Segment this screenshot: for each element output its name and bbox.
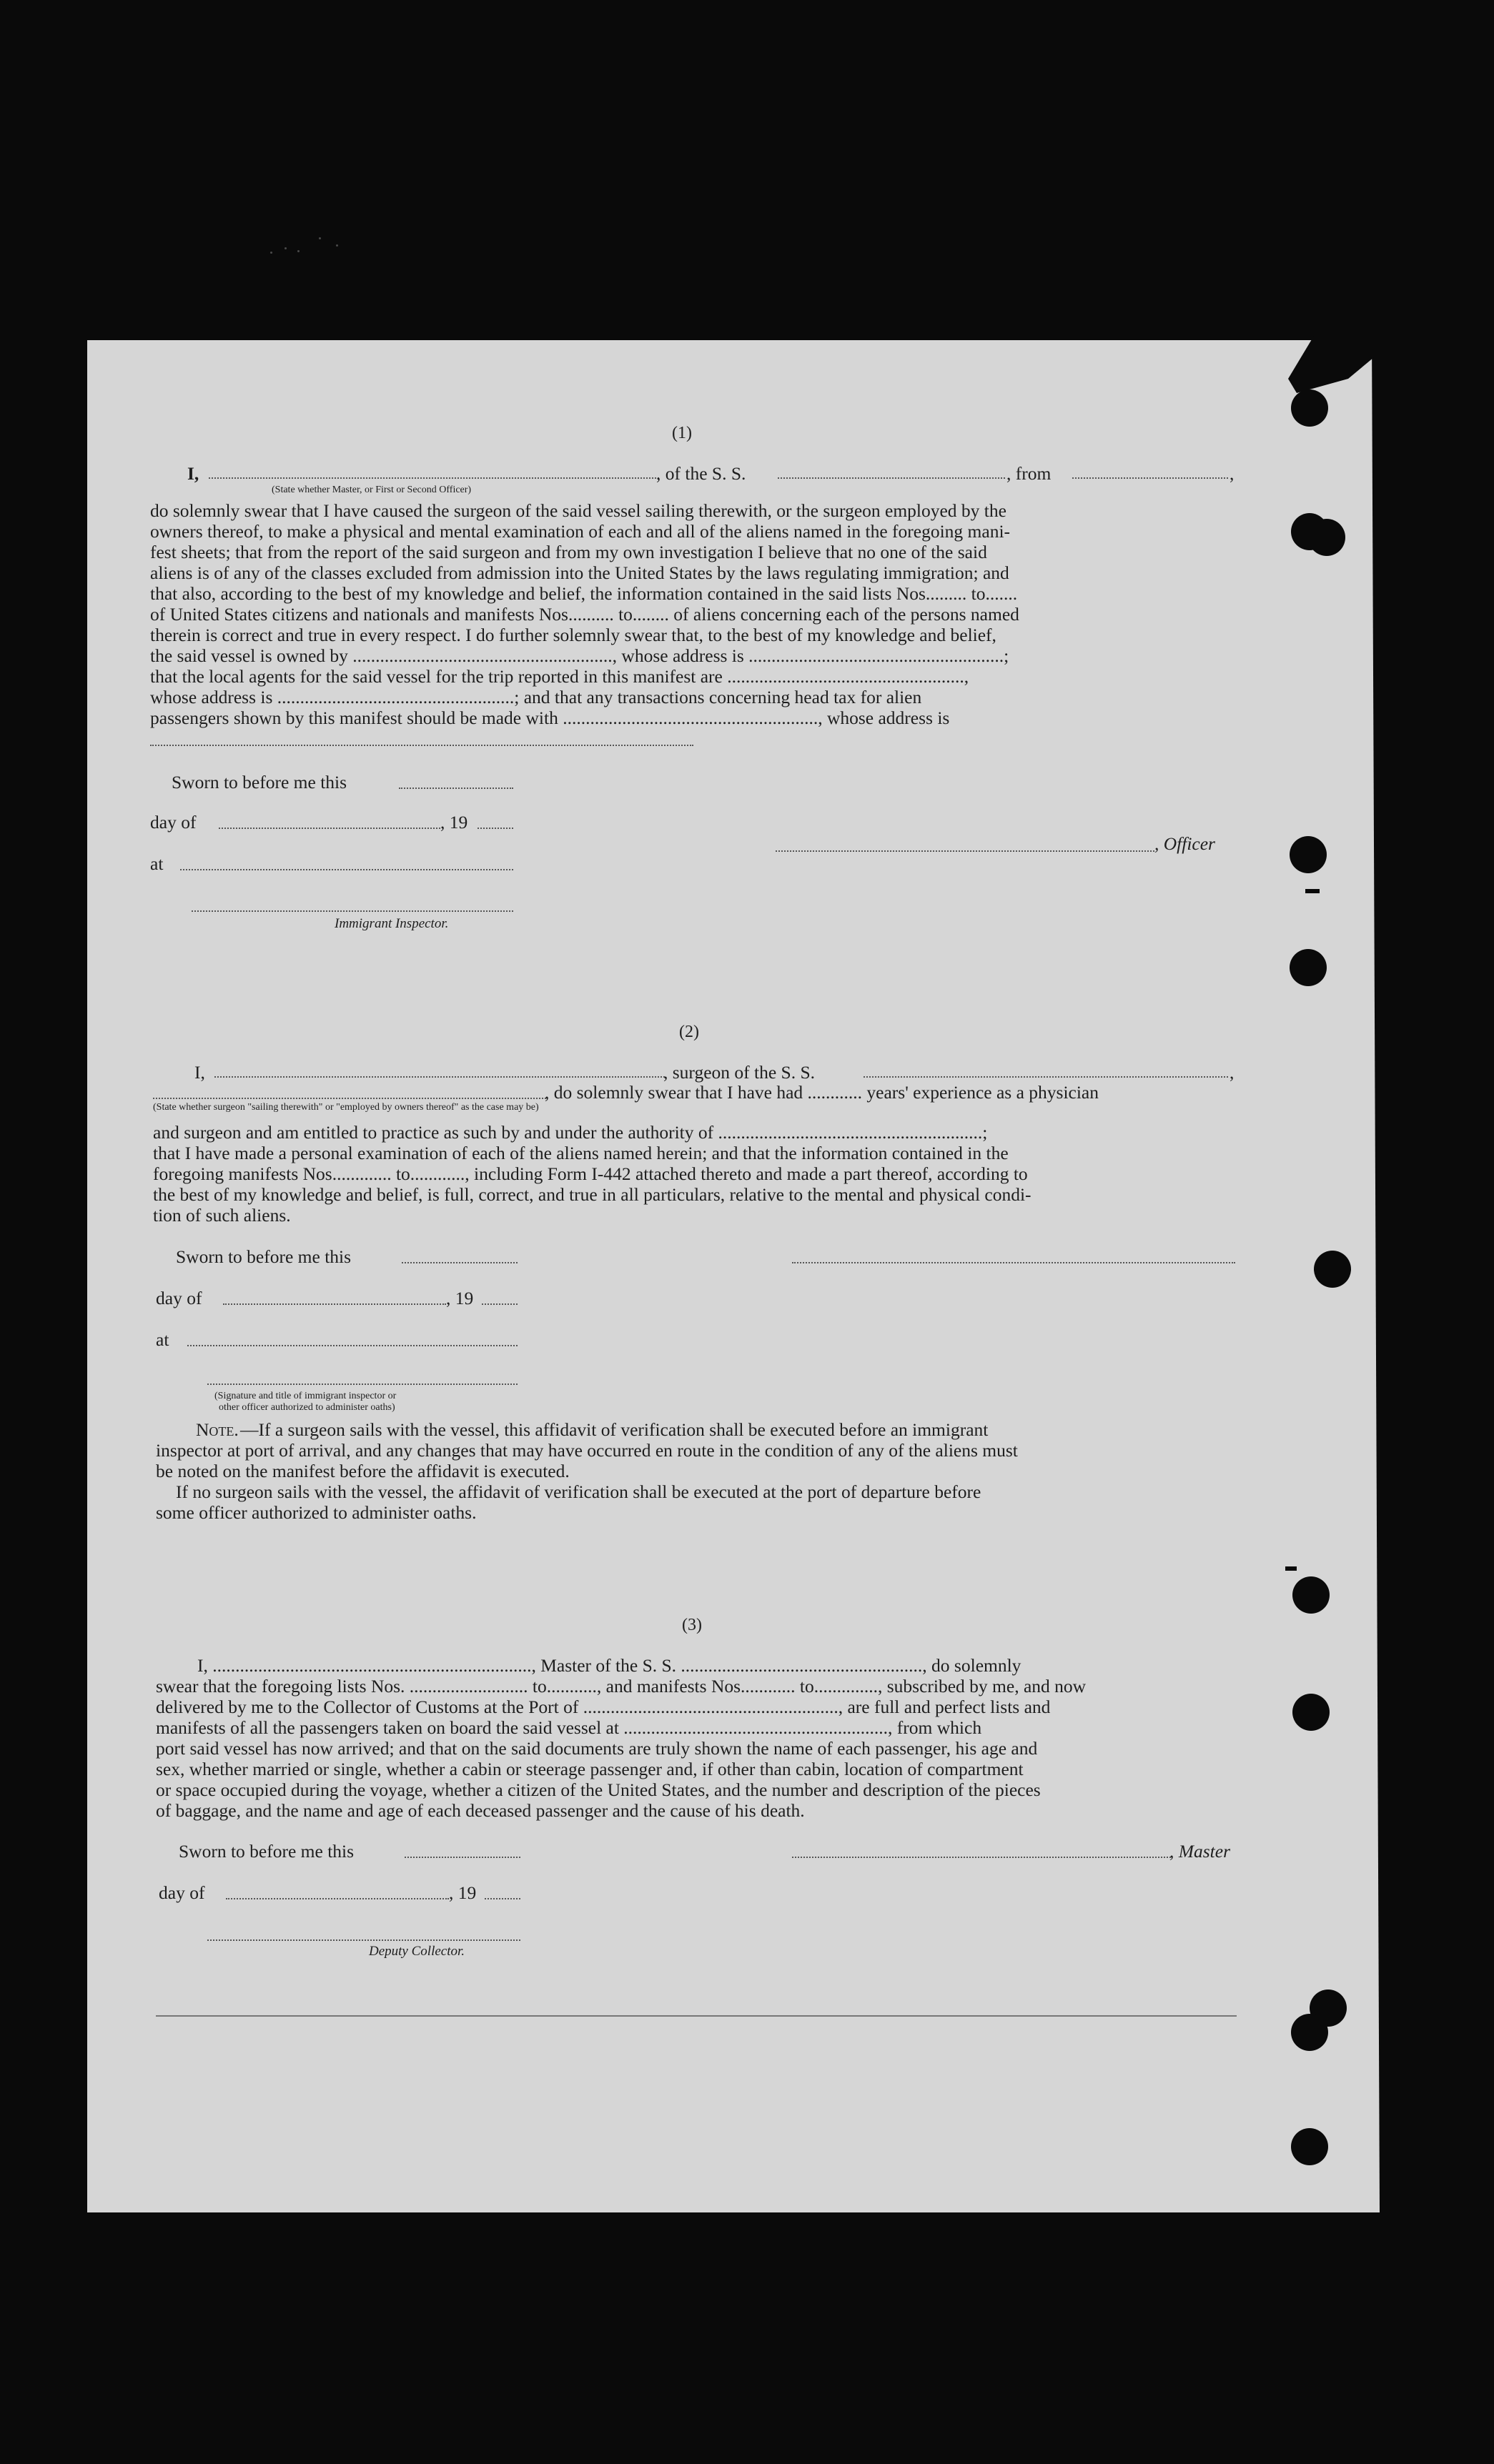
s2-sworn-label: Sworn to before me this xyxy=(176,1246,352,1267)
scan-speck xyxy=(285,247,287,249)
s3-body-line: swear that the foregoing lists Nos. .......................... to..........., and manifests Nos............ to.............., subscribed by me, and now xyxy=(156,1676,1087,1697)
s1-body-line: do solemnly swear that I have caused the surgeon of the said vessel sailing therewith, or the surgeon employed by the xyxy=(150,500,1006,521)
s1-sworn-label: Sworn to before me this xyxy=(172,772,347,793)
s1-inspector-label: Immigrant Inspector. xyxy=(335,916,449,931)
s3-sworn-label: Sworn to before me this xyxy=(179,1841,355,1862)
section-2-number: (2) xyxy=(679,1023,699,1041)
s1-body-line: of United States citizens and nationals and manifests Nos.......... to........ of aliens concerning each of the persons named xyxy=(150,604,1019,625)
s1-day-field[interactable] xyxy=(219,828,440,829)
s2-line1-end: , xyxy=(1230,1062,1235,1083)
punch-hole xyxy=(1291,389,1328,427)
s2-body-line: and surgeon and am entitled to practice as such by and under the authority of ..........................................................; xyxy=(153,1122,988,1143)
section-3-number: (3) xyxy=(682,1616,702,1634)
scan-speck xyxy=(270,252,272,254)
s2-at-field[interactable] xyxy=(187,1345,518,1346)
s1-sub-note: (State whether Master, or First or Second Officer) xyxy=(272,485,472,495)
s2-day-of-label: day of xyxy=(156,1288,202,1308)
scan-speck xyxy=(336,244,338,247)
s1-year-field[interactable] xyxy=(478,828,513,829)
s3-body-line: I, ......................................................................, Master of the S. S. ....................................................., do solemnly xyxy=(197,1655,1021,1676)
s3-year-field[interactable] xyxy=(485,1898,520,1899)
s3-body-line: delivered by me to the Collector of Customs at the Port of ........................................................, are full and perfect lists and xyxy=(156,1697,1051,1717)
s1-address-continuation-field[interactable] xyxy=(150,745,693,746)
punch-hole xyxy=(1291,2128,1328,2165)
s1-sworn-field[interactable] xyxy=(399,788,513,789)
s1-officer-name-field[interactable] xyxy=(209,477,659,479)
s1-officer-label: , Officer xyxy=(1154,833,1215,854)
s3-body-line: or space occupied during the voyage, whether a citizen of the United States, and the number and description of the pieces xyxy=(156,1779,1041,1800)
s2-surgeon-name-field[interactable] xyxy=(214,1076,665,1078)
s1-body-line: whose address is ....................................................; and that any transactions concerning head tax for alien xyxy=(150,687,922,707)
s1-body-line: that the local agents for the said vessel for the trip reported in this manifest are ...................................................., xyxy=(150,666,969,687)
s1-body-line: aliens is of any of the classes excluded from admission into the United States by the laws regulating immigration; and xyxy=(150,562,1009,583)
section-1-number: (1) xyxy=(672,424,692,442)
s2-note2-line: If no surgeon sails with the vessel, the affidavit of verification shall be executed at the port of departure before xyxy=(176,1481,981,1502)
s2-note-line: —If a surgeon sails with the vessel, this affidavit of verification shall be executed before an immigrant xyxy=(240,1419,989,1440)
s1-inspector-signature-field[interactable] xyxy=(192,910,513,912)
s2-at-label: at xyxy=(156,1329,169,1350)
punch-hole xyxy=(1314,1251,1351,1288)
s1-line1-end: , xyxy=(1230,463,1235,484)
s1-body-line: owners thereof, to make a physical and mental examination of each and all of the aliens named in the foregoing mani- xyxy=(150,521,1011,542)
s3-master-signature-field[interactable] xyxy=(792,1857,1171,1858)
punch-mark xyxy=(1285,1566,1297,1571)
bottom-rule xyxy=(156,2015,1237,2017)
s2-year-label: , 19 xyxy=(446,1288,474,1308)
scan-speck xyxy=(319,237,321,239)
s2-day-field[interactable] xyxy=(223,1303,446,1305)
s1-year-label: , 19 xyxy=(440,812,468,833)
s2-note-line: inspector at port of arrival, and any changes that may have occurred en route in the condition of any of the aliens must xyxy=(156,1440,1018,1461)
s1-officer-signature-field[interactable] xyxy=(776,850,1154,852)
s3-body-line: manifests of all the passengers taken on board the said vessel at .........................................................., from which xyxy=(156,1717,982,1738)
s1-from-label: , from xyxy=(1006,463,1052,484)
s2-note-label: Note. xyxy=(196,1419,239,1440)
s1-vessel-label: , of the S. S. xyxy=(656,463,746,484)
punch-hole xyxy=(1290,949,1327,986)
s2-line2: , do solemnly swear that I have had ............ years' experience as a physician xyxy=(545,1082,1099,1103)
punch-hole xyxy=(1292,1694,1330,1731)
s2-surgeon-signature-field[interactable] xyxy=(792,1262,1235,1263)
s1-vessel-field[interactable] xyxy=(778,477,1005,479)
s3-body-line: sex, whether married or single, whether a cabin or steerage passenger and, if other than cabin, location of compartment xyxy=(156,1759,1024,1779)
s2-surgeon-label: , surgeon of the S. S. xyxy=(663,1062,816,1083)
s1-body-line: fest sheets; that from the report of the said surgeon and from my own investigation I believe that no one of the said xyxy=(150,542,987,562)
punch-hole xyxy=(1308,519,1345,556)
s1-body-line: passengers shown by this manifest should be made with ........................................................, whose address is xyxy=(150,707,950,728)
s1-from-field[interactable] xyxy=(1072,477,1228,479)
scan-speck xyxy=(297,250,300,252)
s2-body-line: tion of such aliens. xyxy=(153,1205,291,1226)
s3-sworn-field[interactable] xyxy=(405,1857,520,1858)
s2-note-line: be noted on the manifest before the affidavit is executed. xyxy=(156,1461,570,1481)
s2-note2-line: some officer authorized to administer oaths. xyxy=(156,1502,477,1523)
s2-inspector-signature-field[interactable] xyxy=(207,1383,518,1385)
s3-deputy-signature-field[interactable] xyxy=(207,1939,520,1941)
punch-hole xyxy=(1290,836,1327,873)
punch-hole xyxy=(1292,1576,1330,1614)
s2-vessel-field[interactable] xyxy=(864,1076,1228,1078)
s3-day-of-label: day of xyxy=(159,1882,205,1903)
s1-at-label: at xyxy=(150,853,164,874)
s3-day-field[interactable] xyxy=(226,1898,449,1899)
s3-body-line: port said vessel has now arrived; and that on the said documents are truly shown the name of each passenger, his age and xyxy=(156,1738,1038,1759)
s1-at-field[interactable] xyxy=(180,869,513,870)
s1-body-line: the said vessel is owned by ........................................................., whose address is ........................................................; xyxy=(150,645,1009,666)
s2-sworn-field[interactable] xyxy=(402,1262,518,1263)
s2-body-line: foregoing manifests Nos............. to............, including Form I-442 attached thereto and made a part thereof, according to xyxy=(153,1163,1028,1184)
s3-master-label: , Master xyxy=(1169,1841,1230,1862)
s2-year-field[interactable] xyxy=(482,1303,518,1305)
s3-deputy-label: Deputy Collector. xyxy=(369,1944,465,1959)
s2-sig-note-2: other officer authorized to administer oaths) xyxy=(219,1402,395,1413)
s1-body-line: therein is correct and true in every respect. I do further solemnly swear that, to the best of my knowledge and belief, xyxy=(150,625,996,645)
s2-i-label: I, xyxy=(194,1062,205,1083)
punch-hole xyxy=(1291,2014,1328,2051)
s1-day-of-label: day of xyxy=(150,812,197,833)
s1-body-line: that also, according to the best of my knowledge and belief, the information contained in the said lists Nos......... to....... xyxy=(150,583,1018,604)
s2-body-line: the best of my knowledge and belief, is full, correct, and true in all particulars, relative to the mental and physical condi- xyxy=(153,1184,1032,1205)
bleed-through-header xyxy=(343,372,349,390)
s3-body-line: of baggage, and the name and age of each deceased passenger and the cause of his death. xyxy=(156,1800,805,1821)
punch-mark xyxy=(1305,889,1320,893)
s2-body-line: that I have made a personal examination of each of the aliens named herein; and that the information contained in the xyxy=(153,1143,1009,1163)
s3-year-label: , 19 xyxy=(449,1882,477,1903)
s2-sub-note: (State whether surgeon "sailing therewith" or "employed by owners thereof" as the case may be) xyxy=(153,1102,539,1113)
s2-sig-note-1: (Signature and title of immigrant inspector or xyxy=(214,1391,397,1401)
s2-surgeon-status-field[interactable] xyxy=(153,1098,546,1099)
s1-i-label: I, xyxy=(187,463,199,484)
